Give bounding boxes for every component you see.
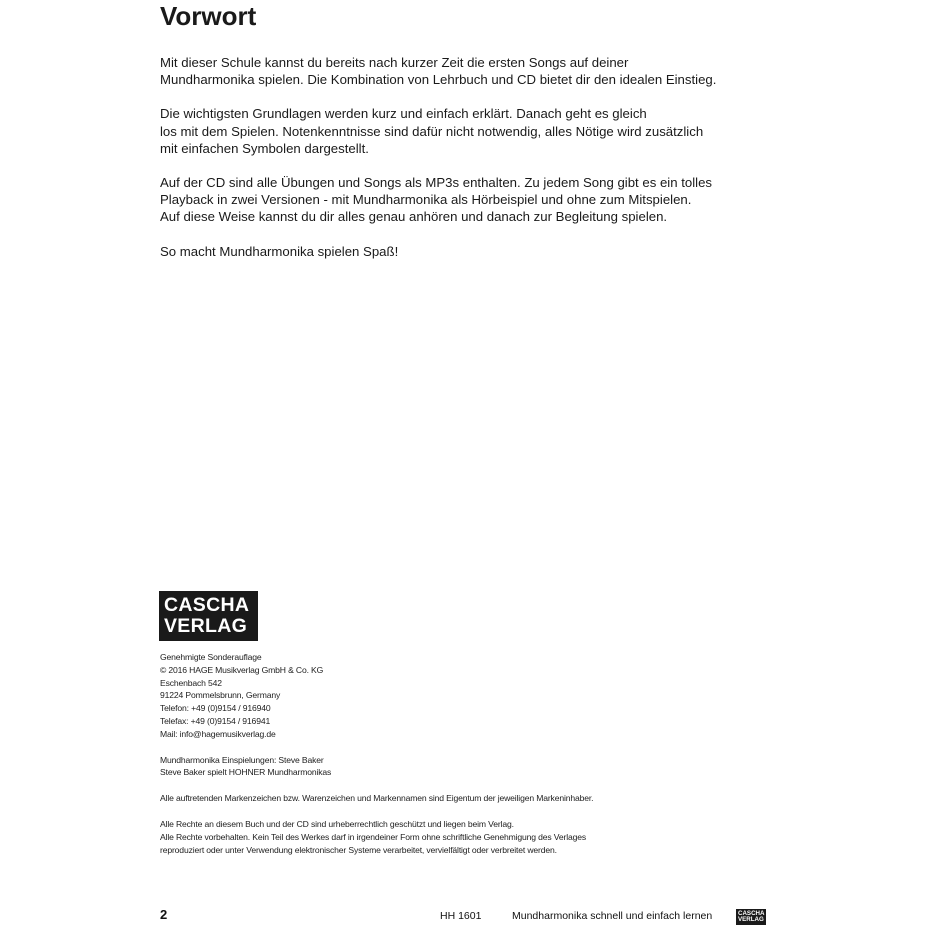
text-line: Auf der CD sind alle Übungen und Songs als MP3s enthalten. Zu jedem Song gibt es ein tolles [160,175,713,191]
imprint-line: Genehmigte Sonderauflage [160,652,262,662]
text-line: Die wichtigsten Grundlagen werden kurz und einfach erklärt. Danach geht es gleich [160,106,647,122]
paragraph-cd [160,174,760,226]
imprint-line: Steve Baker spielt HOHNER Mundharmonikas [160,767,332,778]
text-line: Auf diese Weise kannst du dir alles genau anhören und danach zur Begleitung spielen. [160,209,668,225]
imprint [160,651,780,869]
book-title: Mundharmonika schnell und einfach lernen [512,910,713,922]
page-title: Vorwort [160,1,257,31]
imprint-recording-block [160,754,780,780]
paragraph-basics [160,105,760,157]
text-line: So macht Mundharmonika spielen Spaß! [160,243,399,259]
imprint-rights-block [160,818,780,856]
publisher-logo [159,591,258,641]
imprint-line: Mundharmonika Einspielungen: Steve Baker [160,754,324,765]
catalog-code: HH 1601 [440,910,482,922]
page-number: 2 [160,907,168,922]
imprint-line: © 2016 HAGE Musikverlag GmbH & Co. KG [160,664,324,675]
imprint-line: Mail: info@hagemusikverlag.de [160,728,276,739]
imprint-publisher-block [160,651,780,741]
imprint-line: Eschenbach 542 [160,677,222,688]
imprint-line: Alle Rechte an diesem Buch und der CD sind urheberrechtlich geschützt und liegen beim Verlag. [160,818,514,829]
text-line: mit einfachen Symbolen dargestellt. [160,140,369,156]
imprint-line: reproduziert oder unter Verwendung elektronischer Systeme verarbeitet, vervielfältigt oder verbreitet werden. [160,844,557,855]
text-line: Mundharmonika spielen. Die Kombination von Lehrbuch und CD bietet dir den idealen Einstieg. [160,72,717,88]
preface-body [160,54,760,277]
text-line: Mit dieser Schule kannst du bereits nach kurzer Zeit die ersten Songs auf deiner [160,55,629,70]
logo-line: CASCHA [738,909,765,917]
imprint-line: Telefax: +49 (0)9154 / 916941 [160,715,271,726]
imprint-line: Alle Rechte vorbehalten. Kein Teil des Werkes darf in irgendeiner Form ohne schriftliche Genehmigung des Verlages [160,831,587,842]
imprint-trademark-block [160,792,780,805]
paragraph-closing [160,243,760,260]
imprint-line: Telefon: +49 (0)9154 / 916940 [160,703,271,714]
footer-publisher-logo [736,909,766,925]
paragraph-intro [160,54,760,88]
logo-line: VERLAG [164,615,248,637]
text-line: los mit dem Spielen. Notenkenntnisse sind dafür nicht notwendig, alles Nötige wird zusätzlich [160,123,704,139]
text-line: Playback in zwei Versionen - mit Mundharmonika als Hörbeispiel und ohne zum Mitspielen. [160,192,692,208]
imprint-line: Alle auftretenden Markenzeichen bzw. Warenzeichen und Markennamen sind Eigentum der jeweiligen Markeninhaber. [160,793,594,804]
logo-line: CASCHA [164,594,250,616]
logo-line: VERLAG [738,916,764,924]
imprint-line: 91224 Pommelsbrunn, Germany [160,690,281,701]
